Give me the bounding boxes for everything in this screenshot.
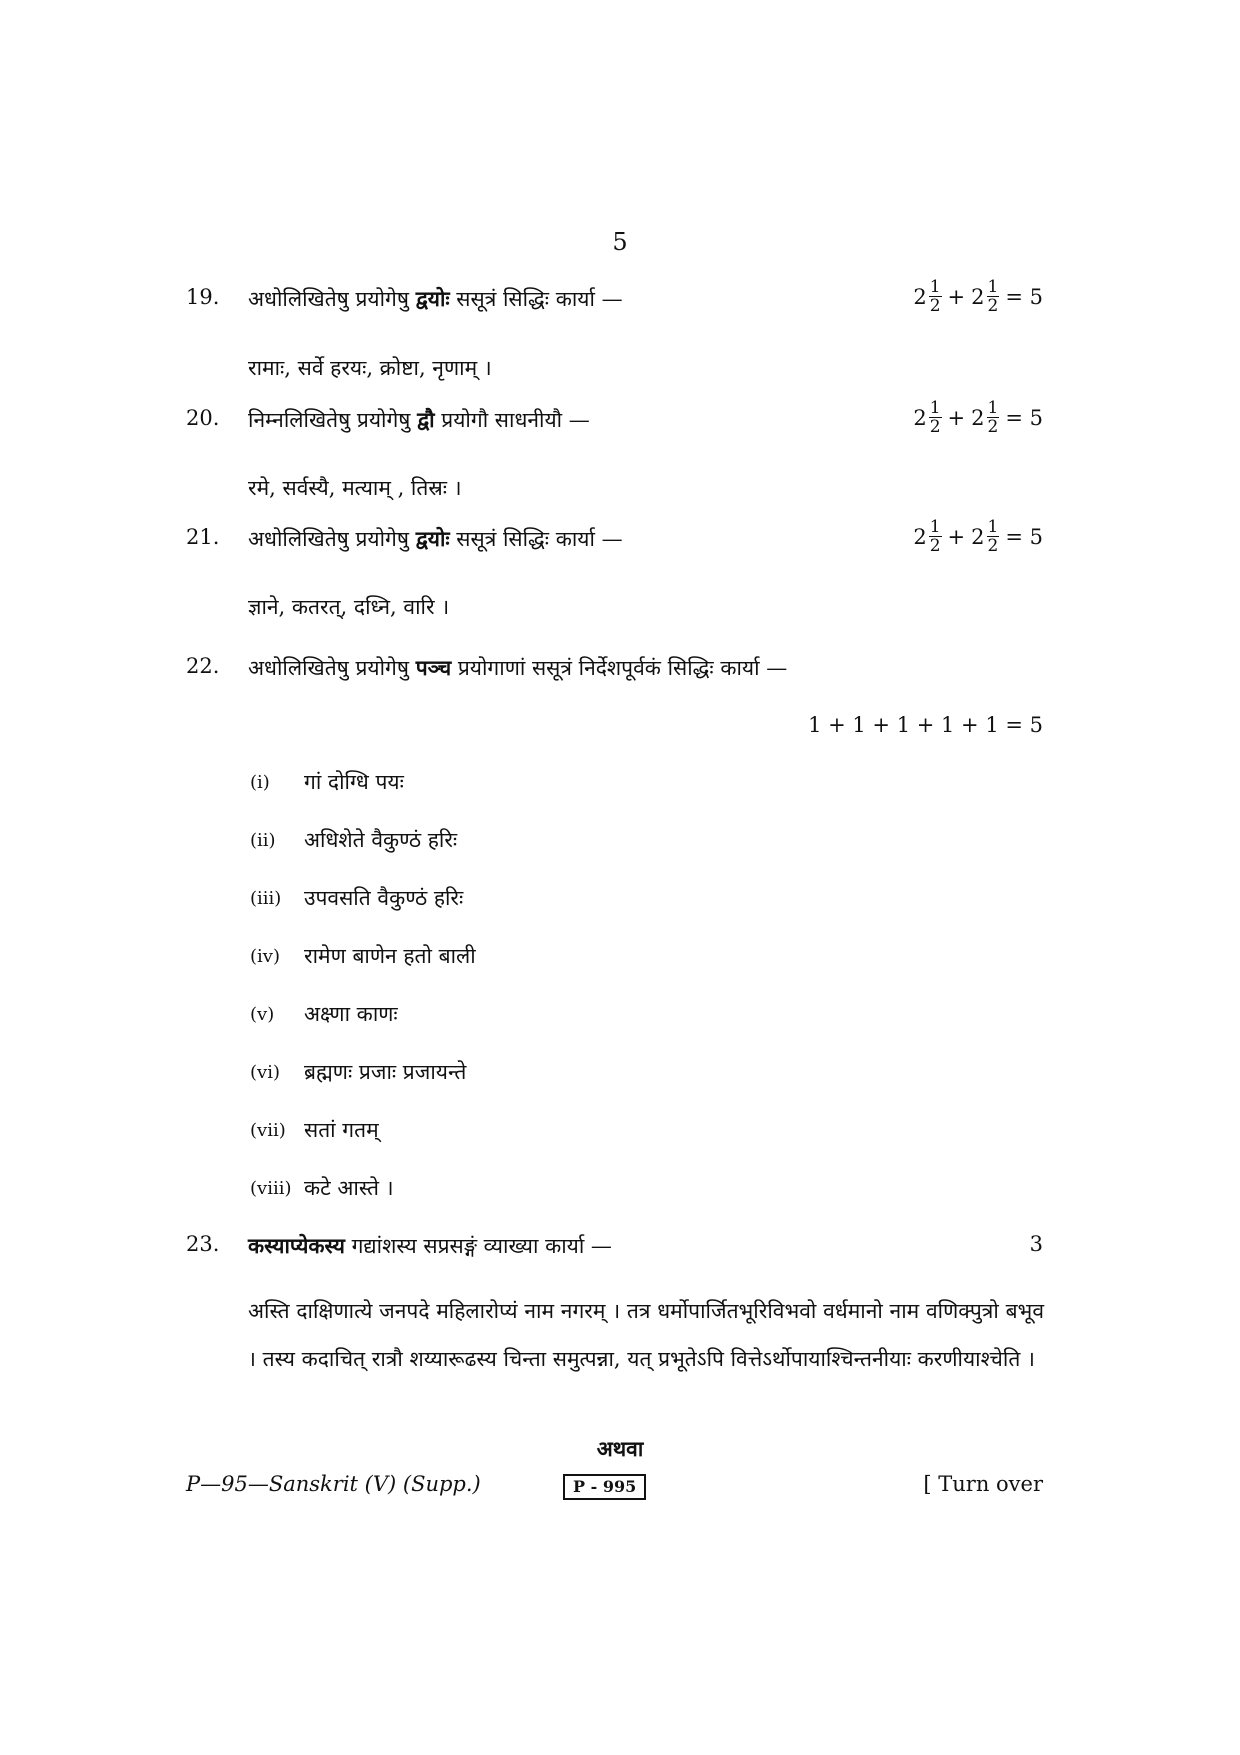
marks-plus: + [947,405,966,430]
question-text-bold: द्वयोः [415,286,450,311]
item-label: (v) [250,1004,275,1025]
item-label: (vii) [250,1120,286,1141]
fraction-denominator: 2 [929,296,941,316]
fraction-numerator: 1 [929,277,941,297]
question-text-post: प्रयोगाणां ससूत्रं निर्देशपूर्वकं सिद्धिः कार्या — [451,656,788,680]
item-text: अधिशेते वैकुण्ठं हरिः [304,828,458,852]
fraction-denominator: 2 [987,296,999,316]
answer-line: ज्ञाने, कतरत्, दध्नि, वारि । [248,595,450,619]
question-number: 22. [186,654,220,678]
question-text [248,285,623,313]
marks-whole: 2 [971,524,985,549]
question-text-post: ससूत्रं सिद्धिः कार्या — [449,527,623,551]
item-text: गां दोग्धि पयः [304,770,404,794]
fraction-numerator: 1 [929,517,941,537]
item-label: (ii) [250,830,276,851]
question-marks [913,278,1043,315]
marks-whole: 2 [971,405,985,430]
fraction-denominator: 2 [987,536,999,556]
question-text-bold: पञ्च [415,655,452,680]
marks-fraction [987,278,1000,315]
fraction-numerator: 1 [987,398,999,418]
question-text-post: प्रयोगौ साधनीयौ — [434,408,590,432]
question-number: 21. [186,525,220,549]
question-marks [913,399,1043,436]
passage-paragraph: अस्ति दाक्षिणात्ये जनपदे महिलारोप्यं नाम नगरम् । तत्र धर्मोपार्जितभूरिविभवो वर्धमानो नाम वणिक्पुत्रो बभूव । तस्य कदाचित् रात्रौ शय्यारूढस्य चिन्ता समुत्पन्ना, यत् प्रभूतेऽपि वित्तेऽर्थोपायाश्चिन्तनीयाः करणीयाश्चेति । [248,1299,1044,1371]
marks-plus: + [947,524,966,549]
question-number: 23. [186,1232,220,1256]
marks-fraction [929,278,942,315]
question-text-bold: द्वौ [417,407,435,432]
question-text [248,406,590,434]
item-text: कटे आस्ते । [304,1176,394,1200]
footer-paper-code: P—95—Sanskrit (V) (Supp.) [186,1472,481,1496]
item-text: सतां गतम् [304,1118,379,1142]
question-text [248,654,787,682]
marks-total: = 5 [1005,284,1043,309]
item-label: (i) [250,772,270,793]
question-marks: 1 + 1 + 1 + 1 + 1 = 5 [808,713,1043,737]
question-number: 19. [186,285,220,309]
marks-fraction [929,399,942,436]
fraction-numerator: 1 [987,517,999,537]
or-heading: अथवा [596,1436,644,1461]
item-text: ब्रह्मणः प्रजाः प्रजायन्ते [304,1060,467,1084]
marks-whole: 2 [971,284,985,309]
question-number: 20. [186,406,220,430]
fraction-numerator: 1 [929,398,941,418]
footer-turn-over: [ Turn over [923,1472,1043,1496]
question-marks: 3 [1029,1232,1043,1256]
item-text: अक्ष्णा काणः [304,1002,398,1026]
question-text-pre: अधोलिखितेषु प्रयोगेषु [248,527,416,551]
question-text [248,525,623,553]
marks-total: = 5 [1005,405,1043,430]
fraction-denominator: 2 [929,417,941,437]
item-label: (vi) [250,1062,280,1083]
page-number: 5 [612,228,628,256]
marks-total: = 5 [1005,524,1043,549]
marks-fraction [987,399,1000,436]
marks-whole: 2 [913,405,927,430]
marks-fraction [987,518,1000,555]
question-text-pre: अधोलिखितेषु प्रयोगेषु [248,287,416,311]
question-marks [913,518,1043,555]
marks-plus: + [947,284,966,309]
marks-whole: 2 [913,284,927,309]
item-text: रामेण बाणेन हतो बाली [304,944,476,968]
fraction-numerator: 1 [987,277,999,297]
fraction-denominator: 2 [929,536,941,556]
item-text: उपवसति वैकुण्ठं हरिः [304,886,464,910]
fraction-denominator: 2 [987,417,999,437]
answer-line: रमे, सर्वस्यै, मत्याम् , तिस्रः । [248,476,462,500]
marks-whole: 2 [913,524,927,549]
marks-fraction [929,518,942,555]
question-text-post: गद्यांशस्य सप्रसङ्गं व्याख्या कार्या — [344,1234,612,1258]
question-text-bold: कस्याप्येकस्य [248,1233,345,1258]
footer-box-code: P - 995 [563,1474,646,1500]
question-text-bold: द्वयोः [415,526,450,551]
item-label: (iv) [250,946,280,967]
question-text-pre: निम्नलिखितेषु प्रयोगेषु [248,408,418,432]
item-label: (viii) [250,1178,292,1199]
item-label: (iii) [250,888,282,909]
answer-line: रामाः, सर्वे हरयः, क्रोष्टा, नृणाम् । [248,356,492,380]
question-text-post: ससूत्रं सिद्धिः कार्या — [449,287,623,311]
question-text-pre: अधोलिखितेषु प्रयोगेषु [248,656,416,680]
question-text [248,1232,612,1260]
